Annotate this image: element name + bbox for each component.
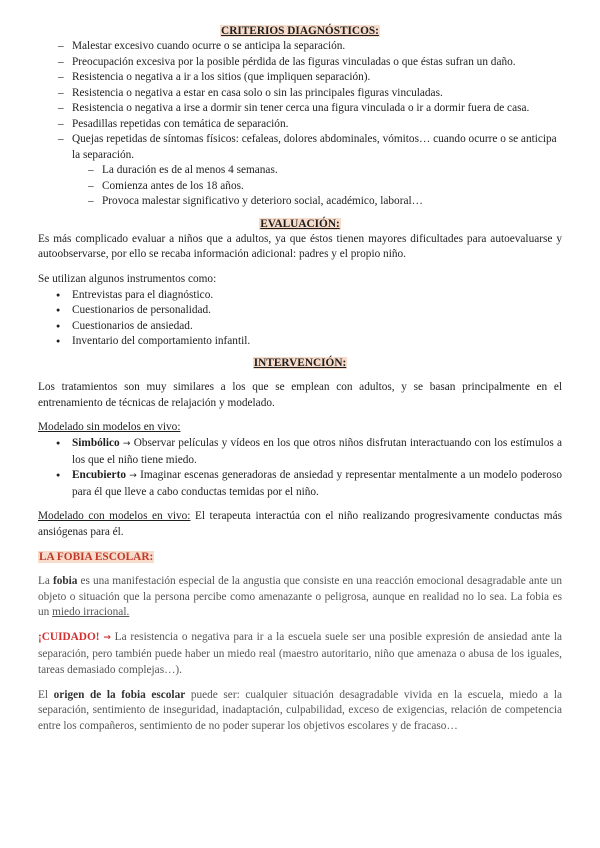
fobia-heading: LA FOBIA ESCOLAR: (39, 550, 154, 563)
list-item: ● Inventario del comportamiento infantil. (38, 334, 562, 350)
fobia-paragraph-2: ¡CUIDADO! → La resistencia o negativa para ir a la escuela suele ser una posible expresión de ansiedad ante la separación, pero también puede haber un miedo real (maestro autoritario, niño que amenaza o abusa de los iguales, tareas demasiado complejas…). (38, 631, 562, 676)
evaluacion-paragraph: Es más complicado evaluar a niños que a adultos, ya que éstos tienen mayores dificultades para autoevaluarse y autoobservarse, por ello se recaba información adicional: padres y el propio niño. (38, 232, 562, 261)
arrow-icon: → (103, 633, 111, 644)
list-item: ● Cuestionarios de personalidad. (38, 303, 562, 319)
modelado-list (38, 436, 562, 500)
cuidado-label: ¡CUIDADO! (38, 631, 100, 644)
list-item: – Preocupación excesiva por la posible pérdida de las figuras vinculadas o que éstas sufran un daño. (38, 55, 562, 71)
list-item: – Quejas repetidas de síntomas físicos: cefaleas, dolores abdominales, vómitos… cuando ocurre o se anticipa la separación. (38, 132, 562, 163)
list-item: – La duración es de al menos 4 semanas. (38, 163, 562, 179)
list-item: – Malestar excesivo cuando ocurre o se anticipa la separación. (38, 39, 562, 55)
list-item: ● Simbólico → Observar películas y vídeos en los que otros niños disfrutan interactuando con los estímulos a los que el niño tiene miedo. (38, 436, 562, 468)
evaluacion-heading: EVALUACIÓN: (260, 217, 340, 230)
modelado-sin-label: Modelado sin modelos en vivo: (38, 421, 181, 434)
arrow-icon: → (129, 471, 137, 482)
criterios-heading: CRITERIOS DIAGNÓSTICOS: (221, 25, 379, 37)
list-item: – Comienza antes de los 18 años. (38, 179, 562, 195)
encubierto-term: Encubierto (72, 469, 126, 482)
document-page (38, 24, 562, 735)
fobia-paragraph-3: El origen de la fobia escolar puede ser: cualquier situación desagradable vivida en la escuela, miedo a la separación, sentimiento de inseguridad, inadaptación, culpabilidad, exceso de exigencias, relación de competencia entre los compañeros, sentimiento de no poder superar los objetivos escolares y de fracaso… (38, 688, 563, 733)
intervencion-heading: INTERVENCIÓN: (253, 356, 347, 369)
simbolico-term: Simbólico (72, 437, 120, 450)
instruments-intro: Se utilizan algunos instrumentos como: (38, 273, 217, 286)
fobia-paragraph-1: La fobia es una manifestación especial de la angustia que consiste en una reacción emocional desagradable ante un objeto o situación que la persona percibe como amenazante o peligrosa, aunque en realidad no lo sea. La fobia es un miedo irracional. (38, 574, 563, 619)
criterios-sublist (38, 163, 562, 210)
list-item: ● Cuestionarios de ansiedad. (38, 319, 562, 335)
arrow-icon: → (122, 439, 131, 450)
list-item: – Resistencia o negativa a estar en casa solo o sin las principales figuras vinculadas. (38, 86, 562, 102)
list-item: ● Entrevistas para el diagnóstico. (38, 288, 562, 304)
list-item: ● Encubierto → Imaginar escenas generadoras de ansiedad y representar mentalmente a un modelo poderoso para él que lleve a cabo conductas temidas por el niño. (38, 468, 562, 500)
list-item: – Resistencia o negativa a irse a dormir sin tener cerca una figura vinculada o ir a dormir fuera de casa. (38, 101, 562, 117)
list-item: – Resistencia o negativa a ir a los sitios (que impliquen separación). (38, 70, 562, 86)
list-item: – Pesadillas repetidas con temática de separación. (38, 117, 562, 133)
list-item: – Provoca malestar significativo y deterioro social, académico, laboral… (38, 194, 562, 210)
modelado-con-paragraph: Modelado con modelos en vivo: El terapeuta interactúa con el niño realizando progresivamente conductas más ansiógenas para él. (38, 510, 563, 539)
instruments-list (38, 288, 562, 350)
intervencion-paragraph: Los tratamientos son muy similares a los que se emplean con adultos, y se basan principalmente en el entrenamiento de técnicas de relajación y modelado. (38, 380, 562, 409)
criterios-list (38, 39, 562, 163)
modelado-con-label: Modelado con modelos en vivo: (38, 510, 191, 523)
